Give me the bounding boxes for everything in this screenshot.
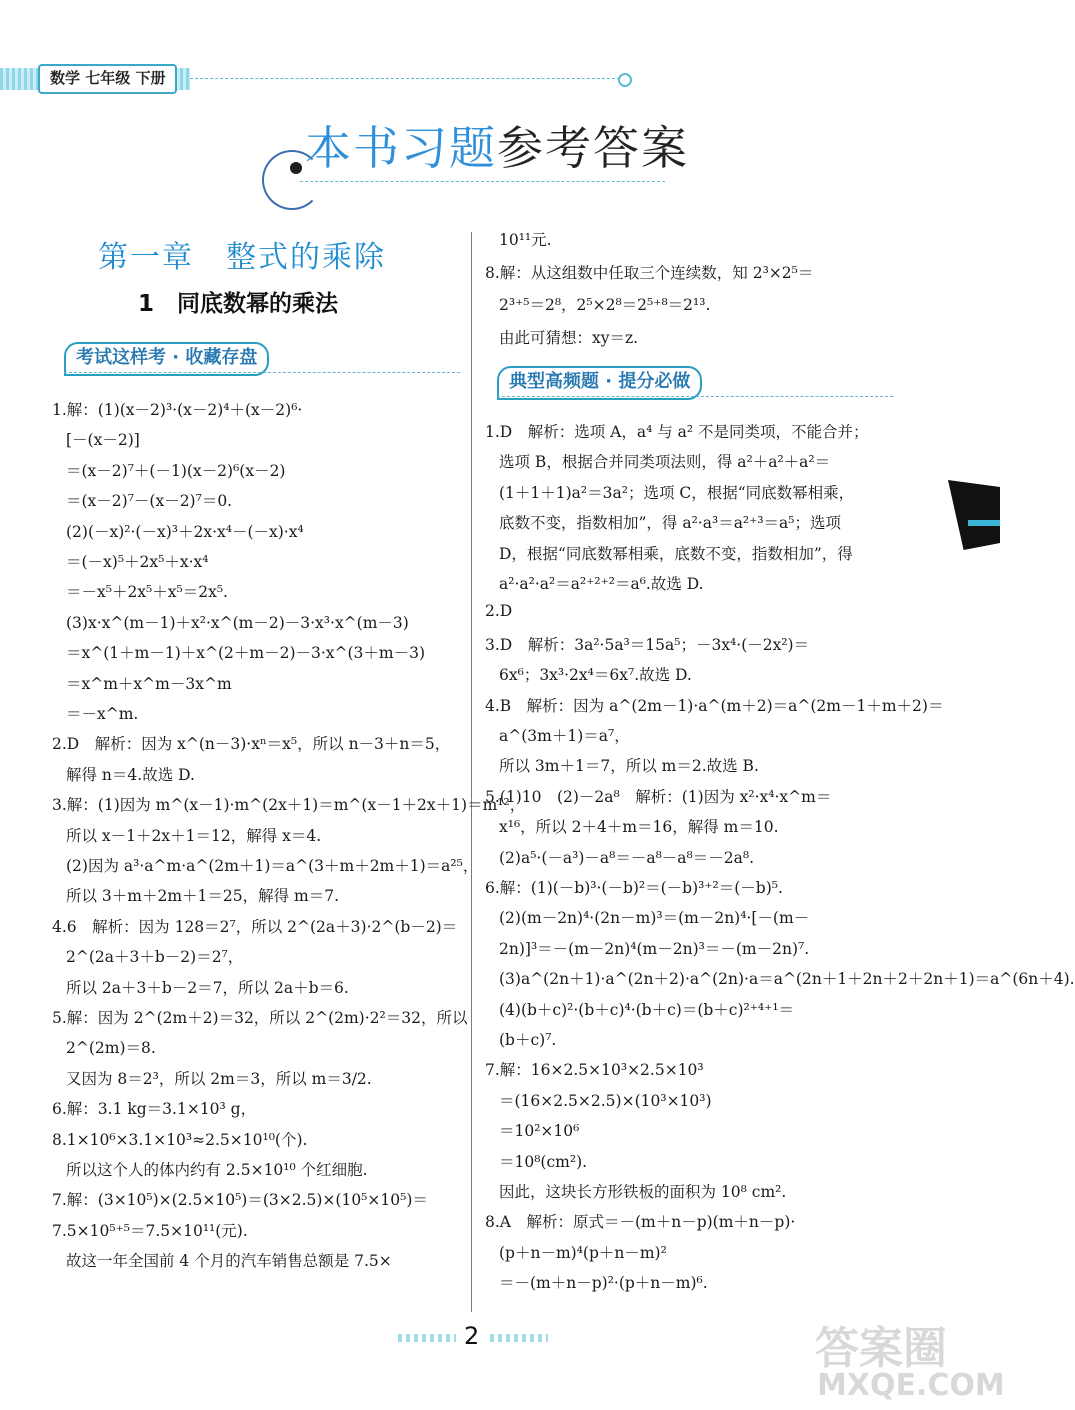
answer-line: 5.(1)10 (2)－2a⁸ 解析：(1)因为 x²·x⁴·x^m＝ [485, 787, 832, 806]
answer-line: 2^(2m)＝8. [66, 1039, 156, 1058]
answer-line: 选项 B，根据合并同类项法则，得 a²＋a²＋a²＝ [499, 453, 831, 472]
answer-line: 3.D 解析：3a²·5a³＝15a⁵；－3x⁴·(－2x²)＝ [485, 635, 810, 654]
left-column-answers [52, 0, 526, 1410]
tag-exam: 考试这样考 · 收藏存盘 [64, 342, 269, 376]
book-label: 数学 七年级 下册 [38, 64, 177, 94]
footer-stripe-right [490, 1334, 548, 1342]
chapter-side-tab-accent [968, 520, 1000, 526]
answer-line: (b＋c)⁷. [499, 1031, 557, 1049]
answer-line: ＝(－x)⁵＋2x⁵＋x·x⁴ [66, 553, 209, 571]
answer-line: a^(3m＋1)＝a⁷， [499, 727, 630, 745]
answer-line: 2n)]³＝－(m－2n)⁴(m－2n)³＝－(m－2n)⁷. [499, 939, 810, 958]
answer-line: (p＋n－m)⁴(p＋n－m)² [499, 1243, 667, 1262]
answer-line: ＝－x^m. [66, 705, 139, 723]
answer-line: 4.B 解析：因为 a^(2m－1)·a^(m＋2)＝a^(2m－1＋m＋2)＝ [485, 696, 944, 715]
answer-line: 所以 3m＋1＝7，所以 m＝2.故选 B. [499, 757, 759, 776]
answer-line: (2)因为 a³·a^m·a^(2m＋1)＝a^(3＋m＋2m＋1)＝a²⁵， [66, 857, 479, 875]
answer-line: 由此可猜想：xy＝z. [499, 328, 639, 347]
answer-line: 底数不变，指数相加”，得 a²·a³＝a²⁺³＝a⁵；选项 [499, 514, 841, 533]
answer-line: (3)x·x^(m－1)＋x²·x^(m－2)－3·x³·x^(m－3) [66, 613, 409, 632]
answer-line: 2³⁺⁵＝2⁸，2⁵×2⁸＝2⁵⁺⁸＝2¹³. [499, 296, 711, 314]
answer-line: (1＋1＋1)a²＝3a²；选项 C，根据“同底数幂相乘， [499, 483, 855, 502]
answer-line: 7.解：(3×10⁵)×(2.5×10⁵)＝(3×2.5)×(10⁵×10⁵)＝ [52, 1191, 428, 1210]
answer-line: (2)(m－2n)⁴·(2n－m)³＝(m－2n)⁴·[－(m－ [499, 909, 810, 928]
answer-line: 5.解：因为 2^(2m＋2)＝32，所以 2^(2m)·2²＝32，所以 [52, 1009, 468, 1027]
answer-line: 解得 n＝4.故选 D. [66, 765, 195, 784]
answer-line: 1.D 解析：选项 A，a⁴ 与 a² 不是同类项，不能合并； [485, 423, 869, 441]
answer-line: 所以 x－1＋2x＋1＝12，解得 x＝4. [66, 826, 322, 845]
answer-line: ＝(16×2.5×2.5)×(10³×10³) [499, 1091, 712, 1110]
answer-line: 2.D [485, 602, 513, 621]
footer-stripe-left [398, 1334, 456, 1342]
answer-line: 7.解：16×2.5×10³×2.5×10³ [485, 1061, 704, 1080]
answer-line: ＝10⁸(cm²). [499, 1152, 588, 1171]
watermark-text-1: 答案圈 [815, 1323, 947, 1374]
answer-line: (2)(－x)²·(－x)³＋2x·x⁴－(－x)·x⁴ [66, 522, 304, 541]
answer-line: 8.解：从这组数中任取三个连续数，知 2³×2⁵＝ [485, 263, 814, 282]
chapter-side-tab [948, 480, 1000, 550]
answer-line: 1.解：(1)(x－2)³·(x－2)⁴＋(x－2)⁶· [52, 401, 303, 419]
answer-line: ＝－(m＋n－p)²·(p＋n－m)⁶. [499, 1274, 708, 1293]
column-divider [471, 232, 472, 1312]
answer-line: 又因为 8＝2³，所以 2m＝3，所以 m＝3/2. [66, 1069, 372, 1088]
answer-line: x¹⁶，所以 2＋4＋m＝16，解得 m＝10. [499, 818, 779, 837]
answer-line: 4.6 解析：因为 128＝2⁷，所以 2^(2a＋3)·2^(b－2)＝ [52, 917, 458, 936]
answer-line: 所以 3＋m＋2m＋1＝25，解得 m＝7. [66, 887, 340, 906]
answer-line: ＝10²×10⁶ [499, 1122, 580, 1141]
answer-line: D，根据“同底数幂相乘，底数不变，指数相加”，得 [499, 544, 853, 563]
answer-line: ＝(x－2)⁷－(x－2)⁷＝0. [66, 492, 233, 511]
answer-line: ＝x^m＋x^m－3x^m [66, 674, 232, 693]
section-heading: 1 同底数幂的乘法 [138, 291, 339, 317]
page-number: 2 [464, 1322, 480, 1350]
answer-line: [－(x－2)] [66, 431, 140, 450]
tag-frequent: 典型高频题 · 提分必做 [497, 366, 702, 400]
answer-line: ＝(x－2)⁷＋(－1)(x－2)⁶(x－2) [66, 461, 286, 480]
answer-line: ＝－x⁵＋2x⁵＋x⁵＝2x⁵. [66, 583, 228, 602]
watermark-text-2: MXQE.COM [817, 1368, 1005, 1403]
answer-line: 6.解：(1)(－b)³·(－b)²＝(－b)³⁺²＝(－b)⁵. [485, 879, 783, 897]
answer-line: (2)a⁵·(－a³)－a⁸＝－a⁸－a⁸＝－2a⁸. [499, 848, 754, 867]
answer-line: 2^(2a＋3＋b－2)＝2⁷， [66, 948, 244, 967]
answer-line: 所以这个人的体内约有 2.5×10¹⁰ 个红细胞. [66, 1161, 368, 1179]
answer-line: 8.1×10⁶×3.1×10³≈2.5×10¹⁰(个). [52, 1130, 308, 1149]
answer-line: 8.A 解析：原式＝－(m＋n－p)(m＋n－p)· [485, 1213, 796, 1232]
answer-line: 6x⁶；3x³·2x⁴＝6x⁷.故选 D. [499, 666, 692, 685]
answer-line: (4)(b＋c)²·(b＋c)⁴·(b＋c)＝(b＋c)²⁺⁴⁺¹＝ [499, 1000, 795, 1019]
watermark-logo [795, 1310, 1005, 1405]
answer-line: ＝x^(1＋m－1)＋x^(2＋m－2)－3·x^(3＋m－3) [66, 644, 426, 663]
answer-line: 故这一年全国前 4 个月的汽车销售总额是 7.5× [66, 1252, 392, 1271]
answer-line: (3)a^(2n＋1)·a^(2n＋2)·a^(2n)·a＝a^(2n＋1＋2n＋2＋2n＋1)＝a^(6n＋4). [499, 970, 1075, 989]
answer-line: 因此，这块长方形铁板的面积为 10⁸ cm². [499, 1183, 787, 1201]
answer-line: 10¹¹元. [499, 231, 552, 249]
answer-line: 7.5×10⁵⁺⁵＝7.5×10¹¹(元). [52, 1221, 248, 1240]
answer-line: 2.D 解析：因为 x^(n－3)·xⁿ＝x⁵，所以 n－3＋n＝5， [52, 735, 451, 754]
chapter-heading: 第一章 整式的乘除 [98, 240, 386, 275]
title-part-1: 本书习题 [305, 121, 497, 175]
answer-line: 3.解：(1)因为 m^(x－1)·m^(2x＋1)＝m^(x－1＋2x＋1)＝m¹²， [52, 796, 526, 815]
title-part-2: 参考答案 [497, 121, 689, 175]
answer-line: 所以 2a＋3＋b－2＝7，所以 2a＋b＝6. [66, 978, 349, 997]
answer-line: a²·a²·a²＝a²⁺²⁺²＝a⁶.故选 D. [499, 575, 704, 593]
answer-line: 6.解：3.1 kg＝3.1×10³ g， [52, 1100, 257, 1119]
